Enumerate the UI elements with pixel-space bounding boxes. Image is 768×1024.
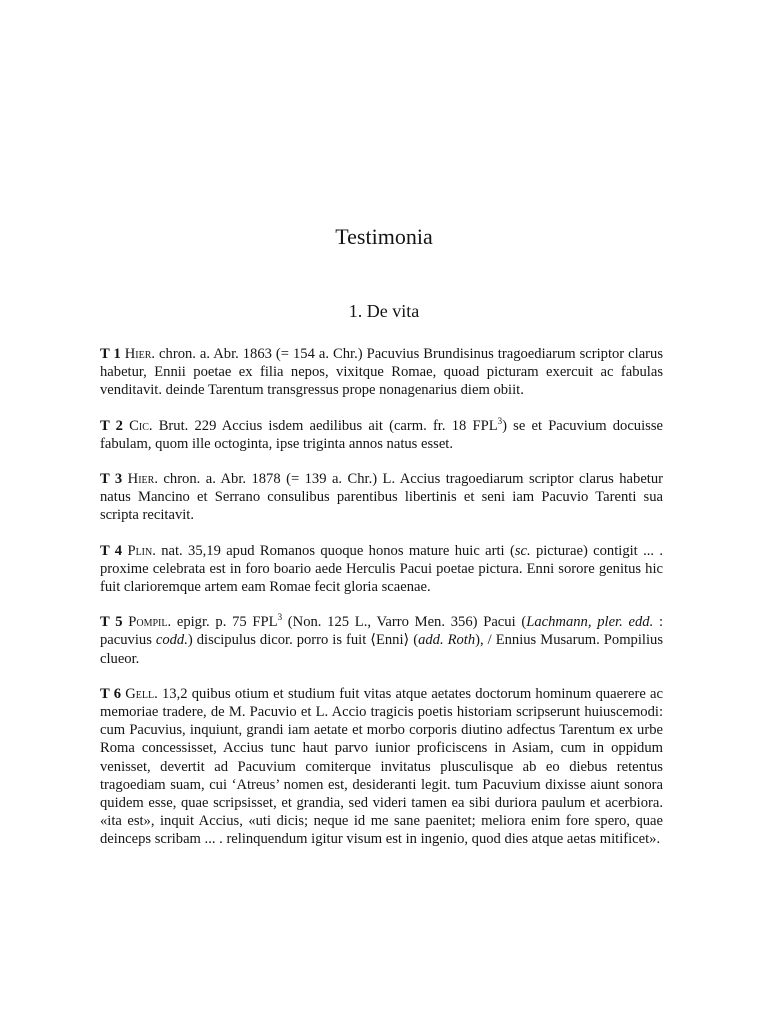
entry-number: T 5: [100, 614, 123, 631]
section-title: 1. De vita: [348, 301, 420, 321]
entry-number: T 6: [100, 685, 121, 702]
testimonia-list: [100, 345, 663, 866]
testimonium-entry: [100, 542, 663, 597]
entry-number: T 3: [100, 471, 123, 488]
testimonium-entry: [100, 470, 663, 525]
page-title: Testimonia: [335, 224, 433, 249]
testimonium-entry: [100, 685, 663, 849]
entry-text: Cic. Brut. 229 Accius isdem aedilibus ait (carm. fr. 18 FPL$^3$) se et Pacuvium docuisse fabulam, quom ille octoginta, ipse triginta annos natus esset.: [100, 415, 663, 452]
entry-number: T 2: [100, 417, 123, 434]
testimonium-entry: [100, 613, 663, 668]
testimonium-entry: [100, 417, 663, 453]
entry-text: Pompil. epigr. p. 75 FPL$^3$ (Non. 125 L., Varro Men. 356) Pacui (Lachmann, pler. edd. : pacuvius codd.) discipulus dicor. porro is fuit ⟨Enni⟩ (add. Roth), / Ennius Musarum. Pompilius clueor.: [100, 612, 664, 667]
testimonium-entry: [100, 345, 663, 400]
entry-text: Gell. 13,2 quibus otium et studium fuit vitas atque aetates doctorum hominum quaerere ac memoriae tradere, de M. Pacuvio et L. Accio tragicis poetis historiam scripserunt huiuscemodi: cum Pacuvius, inquiunt, grandi iam aetate et morbo corporis diutino adfectus Tarentum ex urbe Roma concessisset, Accius tunc haut parvo iunior proficiscens in Asiam, cum in oppidum venisset, devertit ad Pacuvium comiterque invitatus plusculisque ab eo diebus retentus tragoediam suam, cui ‘Atreus’ nomen est, desideranti legit. tum Pacuvium dixisse aiunt sonora quidem esse, quae scripsisset, et grandia, sed videri tamen ea sibi duriora paulum et acerbiora. «ita est», inquit Accius, «uti dicis; neque id me sane paenitet; meliora enim fore spero, quae deinceps scribam ... . relinquendum igitur visum est in ingenio, quod dies atque aetas mitificet».: [100, 685, 663, 848]
entry-number: T 1: [100, 346, 121, 362]
entry-number: T 4: [100, 542, 123, 559]
entry-text: Hier. chron. a. Abr. 1863 (= 154 a. Chr.) Pacuvius Brundisinus tragoediarum scriptor clarus habetur, Ennii poetae ex filia nepos, vixitque Romae, quoad picturam exercuit ac fabulas venditavit. deinde Tarentum transgressus prope nonagenarius diem obiit.: [100, 346, 664, 399]
entry-text: Hier. chron. a. Abr. 1878 (= 139 a. Chr.) L. Accius tragoediarum scriptor clarus habetur natus Mancino et Serrano consulibus parentibus libertinis et seni iam Pacuvio Tarenti sua scripta recitavit.: [100, 471, 664, 524]
entry-text: Plin. nat. 35,19 apud Romanos quoque honos mature huic arti (sc. picturae) contigit ... . proxime celebrata est in foro boario aede Herculis Pacui poetae pictura. Enni sorore genitus hic fuit clarioremque artem eam Romae fecit gloria scaenae.: [100, 542, 663, 596]
